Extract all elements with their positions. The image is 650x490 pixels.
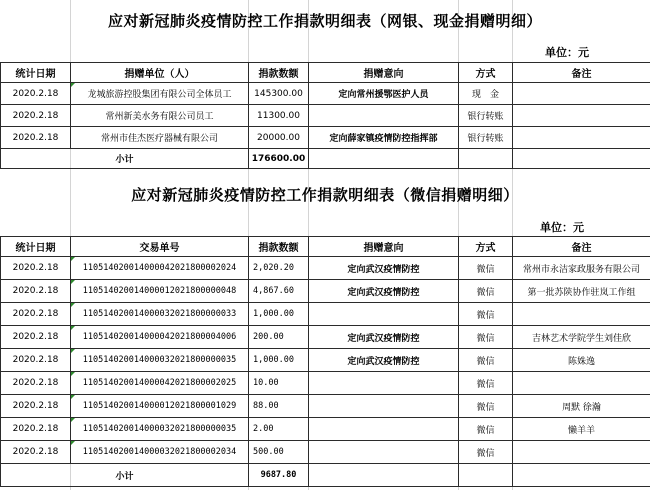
cell-intent[interactable] — [309, 418, 459, 441]
header-intent: 捐赠意向 — [309, 63, 459, 83]
cell-remark[interactable] — [513, 83, 650, 105]
cell-intent[interactable]: 定向武汉疫情防控 — [309, 257, 459, 280]
cell-intent[interactable]: 定向武汉疫情防控 — [309, 326, 459, 349]
header-donor: 捐赠单位（人） — [71, 63, 249, 83]
table-row[interactable] — [1, 280, 650, 303]
table1-header-row — [1, 63, 650, 83]
cell-remark[interactable]: 周默 徐瀚 — [513, 395, 650, 418]
cell-remark[interactable] — [513, 303, 650, 326]
table1-grid — [0, 62, 650, 169]
cell-method[interactable]: 微信 — [459, 280, 513, 303]
table-row[interactable] — [1, 418, 650, 441]
table2-header-row — [1, 237, 650, 257]
cell-amount[interactable]: 20000.00 — [249, 127, 309, 149]
cell-transaction-id[interactable]: 110514020014000032021800002034 — [71, 441, 249, 464]
header-amount: 捐款数额 — [249, 237, 309, 257]
cell-amount[interactable]: 1,000.00 — [249, 303, 309, 326]
cell-remark[interactable] — [513, 127, 650, 149]
cell-amount[interactable]: 500.00 — [249, 441, 309, 464]
cell-transaction-id[interactable]: 110514020014000042021800002024 — [71, 257, 249, 280]
cell-empty[interactable] — [459, 149, 513, 169]
table2-title: 应对新冠肺炎疫情防控工作捐款明细表（微信捐赠明细） — [131, 186, 519, 204]
cell-transaction-id[interactable]: 110514020014000012021800001029 — [71, 395, 249, 418]
header-method: 方式 — [459, 237, 513, 257]
cell-date[interactable]: 2020.2.18 — [1, 303, 71, 326]
cell-empty[interactable] — [459, 464, 513, 487]
cell-remark[interactable]: 吉林艺术学院学生刘佳欣 — [513, 326, 650, 349]
table-row[interactable] — [1, 83, 650, 105]
cell-empty[interactable] — [309, 464, 459, 487]
cell-amount[interactable]: 1,000.00 — [249, 349, 309, 372]
cell-amount[interactable]: 2.00 — [249, 418, 309, 441]
cell-method[interactable]: 微信 — [459, 395, 513, 418]
cell-transaction-id[interactable]: 110514020014000032021800000033 — [71, 303, 249, 326]
cell-method[interactable]: 银行转账 — [459, 127, 513, 149]
cell-date[interactable]: 2020.2.18 — [1, 395, 71, 418]
cell-remark[interactable] — [513, 441, 650, 464]
cell-date[interactable]: 2020.2.18 — [1, 418, 71, 441]
table1-subtotal-row[interactable] — [1, 149, 650, 169]
cell-empty[interactable] — [513, 464, 650, 487]
cell-date[interactable]: 2020.2.18 — [1, 83, 71, 105]
cell-method[interactable]: 微信 — [459, 257, 513, 280]
cell-empty[interactable] — [513, 149, 650, 169]
table-row[interactable] — [1, 303, 650, 326]
cell-date[interactable]: 2020.2.18 — [1, 280, 71, 303]
cell-empty[interactable] — [309, 149, 459, 169]
table2-unit: 单位：元 — [540, 221, 584, 234]
cell-method[interactable]: 微信 — [459, 349, 513, 372]
cell-intent[interactable]: 定向薛家镇疫情防控指挥部 — [309, 127, 459, 149]
cell-method[interactable]: 微信 — [459, 303, 513, 326]
cell-intent[interactable]: 定向武汉疫情防控 — [309, 280, 459, 303]
cell-method[interactable]: 银行转账 — [459, 105, 513, 127]
cell-remark[interactable]: 常州市永洁家政服务有限公司 — [513, 257, 650, 280]
table2-grid — [0, 236, 650, 487]
cell-transaction-id[interactable]: 110514020014000042021800002025 — [71, 372, 249, 395]
cell-method[interactable]: 微信 — [459, 326, 513, 349]
cell-intent[interactable]: 定向武汉疫情防控 — [309, 349, 459, 372]
cell-amount[interactable]: 2,020.20 — [249, 257, 309, 280]
cell-intent[interactable] — [309, 303, 459, 326]
header-method: 方式 — [459, 63, 513, 83]
cell-amount[interactable]: 88.00 — [249, 395, 309, 418]
cell-date[interactable]: 2020.2.18 — [1, 326, 71, 349]
cell-method[interactable]: 微信 — [459, 418, 513, 441]
cell-intent[interactable] — [309, 105, 459, 127]
table2-subtotal-row[interactable] — [1, 464, 650, 487]
cell-method[interactable]: 现 金 — [459, 83, 513, 105]
cell-intent[interactable] — [309, 441, 459, 464]
cell-transaction-id[interactable]: 110514020014000032021800000035 — [71, 418, 249, 441]
header-amount: 捐款数额 — [249, 63, 309, 83]
table-row[interactable] — [1, 395, 650, 418]
cell-donor[interactable]: 龙城旅游控股集团有限公司全体员工 — [71, 83, 249, 105]
subtotal-label: 小计 — [1, 464, 249, 487]
table-row[interactable] — [1, 257, 650, 280]
cell-transaction-id[interactable]: 110514020014000032021800000035 — [71, 349, 249, 372]
cell-method[interactable]: 微信 — [459, 372, 513, 395]
cell-amount[interactable]: 11300.00 — [249, 105, 309, 127]
table-row[interactable] — [1, 105, 650, 127]
cell-date[interactable]: 2020.2.18 — [1, 372, 71, 395]
cell-remark[interactable] — [513, 372, 650, 395]
header-date: 统计日期 — [1, 237, 71, 257]
table-row[interactable] — [1, 441, 650, 464]
subtotal-value[interactable]: 9687.80 — [249, 464, 309, 487]
cell-intent[interactable]: 定向常州援鄂医护人员 — [309, 83, 459, 105]
cell-transaction-id[interactable]: 110514020014000042021800004006 — [71, 326, 249, 349]
table-row[interactable] — [1, 127, 650, 149]
header-remark: 备注 — [513, 237, 650, 257]
header-remark: 备注 — [513, 63, 650, 83]
cell-date[interactable]: 2020.2.18 — [1, 257, 71, 280]
table1-title: 应对新冠肺炎疫情防控工作捐款明细表（网银、现金捐赠明细） — [107, 12, 542, 30]
header-transaction-id: 交易单号 — [71, 237, 249, 257]
table-row[interactable] — [1, 372, 650, 395]
cell-date[interactable]: 2020.2.18 — [1, 441, 71, 464]
table-row[interactable] — [1, 349, 650, 372]
cell-donor[interactable]: 常州新美水务有限公司员工 — [71, 105, 249, 127]
cell-remark[interactable]: 第一批苏陕协作驻岚工作组 — [513, 280, 650, 303]
table-row[interactable] — [1, 326, 650, 349]
cell-date[interactable]: 2020.2.18 — [1, 349, 71, 372]
cell-method[interactable]: 微信 — [459, 441, 513, 464]
cell-intent[interactable] — [309, 395, 459, 418]
subtotal-value[interactable]: 176600.00 — [249, 149, 309, 169]
cell-amount[interactable]: 200.00 — [249, 326, 309, 349]
table1-unit: 单位：元 — [545, 46, 589, 59]
cell-remark[interactable]: 懒羊羊 — [513, 418, 650, 441]
cell-amount[interactable]: 10.00 — [249, 372, 309, 395]
cell-amount[interactable]: 4,867.60 — [249, 280, 309, 303]
header-intent: 捐赠意向 — [309, 237, 459, 257]
header-date: 统计日期 — [1, 63, 71, 83]
cell-date[interactable]: 2020.2.18 — [1, 127, 71, 149]
cell-amount[interactable]: 145300.00 — [249, 83, 309, 105]
cell-donor[interactable]: 常州市佳杰医疗器械有限公司 — [71, 127, 249, 149]
cell-remark[interactable]: 陈姝逸 — [513, 349, 650, 372]
cell-date[interactable]: 2020.2.18 — [1, 105, 71, 127]
subtotal-label: 小计 — [1, 149, 249, 169]
cell-intent[interactable] — [309, 372, 459, 395]
cell-remark[interactable] — [513, 105, 650, 127]
cell-transaction-id[interactable]: 110514020014000012021800000048 — [71, 280, 249, 303]
